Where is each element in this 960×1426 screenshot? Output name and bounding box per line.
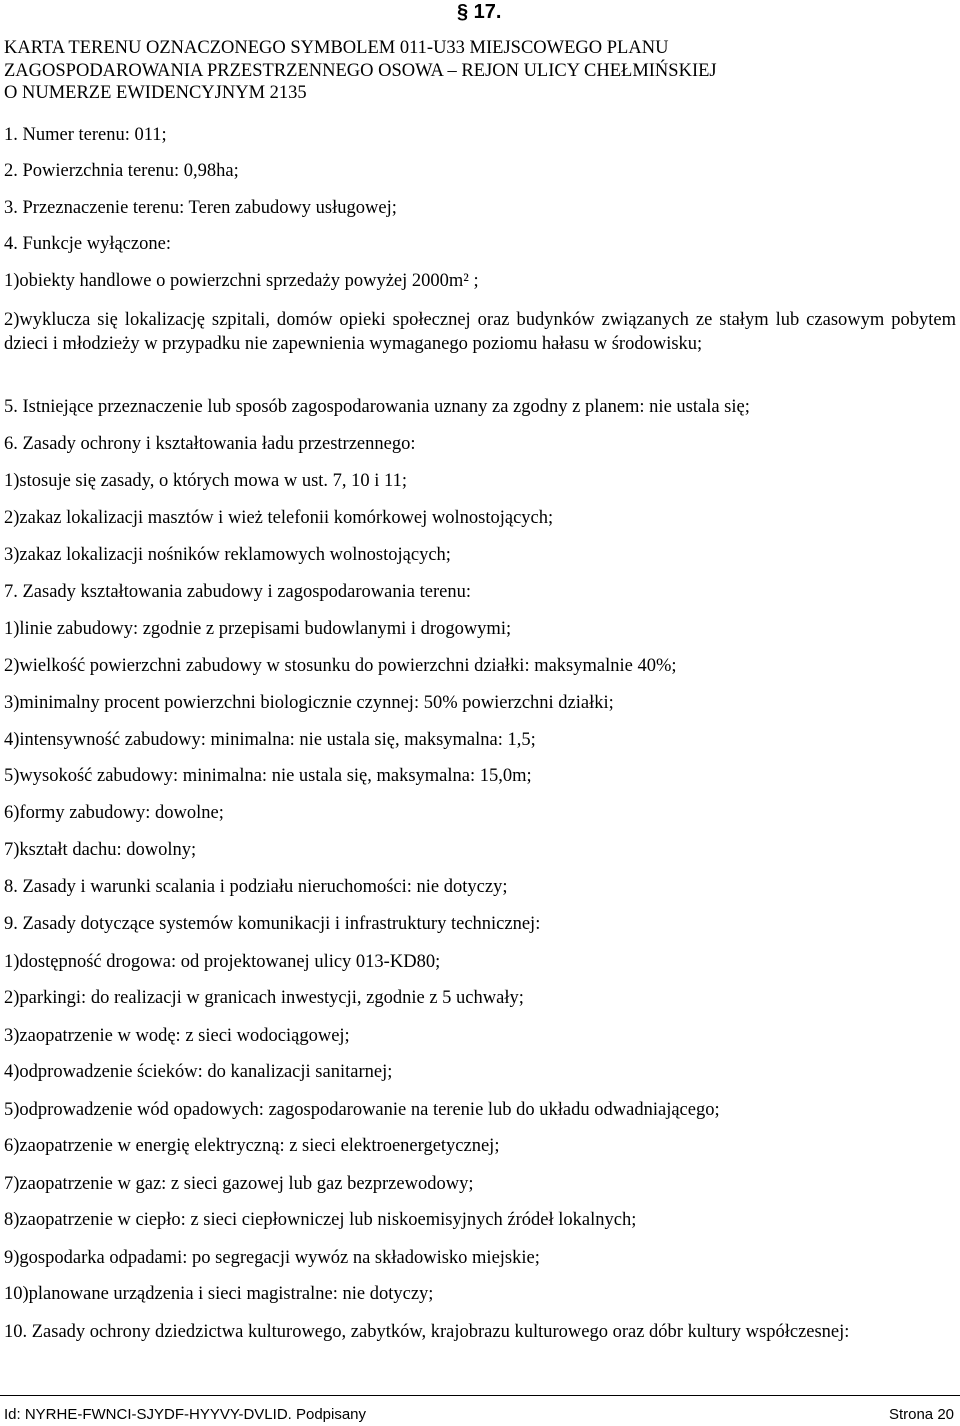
item-9-4: 4)odprowadzenie ścieków: do kanalizacji sanitarnej; [4, 1062, 393, 1082]
item-9-3: 3)zaopatrzenie w wodę: z sieci wodociągowej; [4, 1026, 350, 1046]
page-footer [0, 1395, 960, 1426]
item-2: 2. Powierzchnia terenu: 0,98ha; [4, 161, 239, 181]
item-10: 10. Zasady ochrony dziedzictwa kulturowego, zabytków, krajobrazu kulturowego oraz dóbr kultury współczesnej: [4, 1322, 850, 1342]
item-6-2: 2)zakaz lokalizacji masztów i wież telefonii komórkowej wolnostojących; [4, 508, 554, 528]
title-line-1: KARTA TERENU OZNACZONEGO SYMBOLEM 011-U33 MIEJSCOWEGO PLANU [4, 38, 669, 58]
item-9-6: 6)zaopatrzenie w energię elektryczną: z sieci elektroenergetycznej; [4, 1136, 500, 1156]
item-9-7: 7)zaopatrzenie w gaz: z sieci gazowej lub gaz bezprzewodowy; [4, 1174, 474, 1194]
item-4-2: 2)wyklucza się lokalizację szpitali, domów opieki społecznej oraz budynków związanych ze stałym lub czasowym pobytem dzieci i młodzieży w przypadku nie zapewnienia wymaganego poziomu hałasu w środowisku; [4, 310, 956, 354]
item-1: 1. Numer terenu: 011; [4, 125, 167, 145]
item-3: 3. Przeznaczenie terenu: Teren zabudowy usługowej; [4, 198, 397, 218]
page-number: Strona 20 [888, 1406, 954, 1423]
item-7-7: 7)kształt dachu: dowolny; [4, 840, 197, 860]
item-9-5: 5)odprowadzenie wód opadowych: zagospodarowanie na terenie lub do układu odwadniającego; [4, 1100, 720, 1120]
item-7-1: 1)linie zabudowy: zgodnie z przepisami budowlanymi i drogowymi; [4, 619, 512, 639]
item-6-1: 1)stosuje się zasady, o których mowa w ust. 7, 10 i 11; [4, 471, 407, 491]
item-9-10: 10)planowane urządzenia i sieci magistralne: nie dotyczy; [4, 1284, 434, 1304]
item-9-1: 1)dostępność drogowa: od projektowanej ulicy 013-KD80; [4, 952, 441, 972]
document-id: Id: NYRHE-FWNCI-SJYDF-HYYVY-DVLID. Podpisany [4, 1406, 367, 1423]
item-6-3: 3)zakaz lokalizacji nośników reklamowych wolnostojących; [4, 545, 451, 565]
item-7-5: 5)wysokość zabudowy: minimalna: nie ustala się, maksymalna: 15,0m; [4, 766, 532, 786]
item-7-2: 2)wielkość powierzchni zabudowy w stosunku do powierzchni działki: maksymalnie 40%; [4, 656, 677, 676]
title-line-3: O NUMERZE EWIDENCYJNYM 2135 [4, 83, 307, 103]
item-7-4: 4)intensywność zabudowy: minimalna: nie ustala się, maksymalna: 1,5; [4, 730, 536, 750]
item-9-2: 2)parkingi: do realizacji w granicach inwestycji, zgodnie z 5 uchwały; [4, 988, 524, 1008]
item-7: 7. Zasady kształtowania zabudowy i zagospodarowania terenu: [4, 582, 471, 602]
item-7-6: 6)formy zabudowy: dowolne; [4, 803, 224, 823]
document-title [4, 37, 956, 105]
title-line-2: ZAGOSPODAROWANIA PRZESTRZENNEGO OSOWA – REJON ULICY CHEŁMIŃSKIEJ [4, 60, 717, 81]
item-7-3: 3)minimalny procent powierzchni biologicznie czynnej: 50% powierzchni działki; [4, 693, 614, 713]
item-9-9: 9)gospodarka odpadami: po segregacji wywóz na składowisko miejskie; [4, 1248, 540, 1268]
item-4: 4. Funkcje wyłączone: [4, 234, 171, 254]
item-9: 9. Zasady dotyczące systemów komunikacji i infrastruktury technicznej: [4, 914, 541, 934]
item-5: 5. Istniejące przeznaczenie lub sposób zagospodarowania uznany za zgodny z planem: nie ustala się; [4, 397, 750, 417]
item-6: 6. Zasady ochrony i kształtowania ładu przestrzennego: [4, 434, 416, 454]
section-number: § 17. [457, 1, 502, 23]
item-8: 8. Zasady i warunki scalania i podziału nieruchomości: nie dotyczy; [4, 877, 508, 897]
item-4-1: 1)obiekty handlowe o powierzchni sprzedaży powyżej 2000m² ; [4, 271, 479, 291]
item-9-8: 8)zaopatrzenie w ciepło: z sieci ciepłowniczej lub niskoemisyjnych źródeł lokalnych; [4, 1210, 637, 1230]
